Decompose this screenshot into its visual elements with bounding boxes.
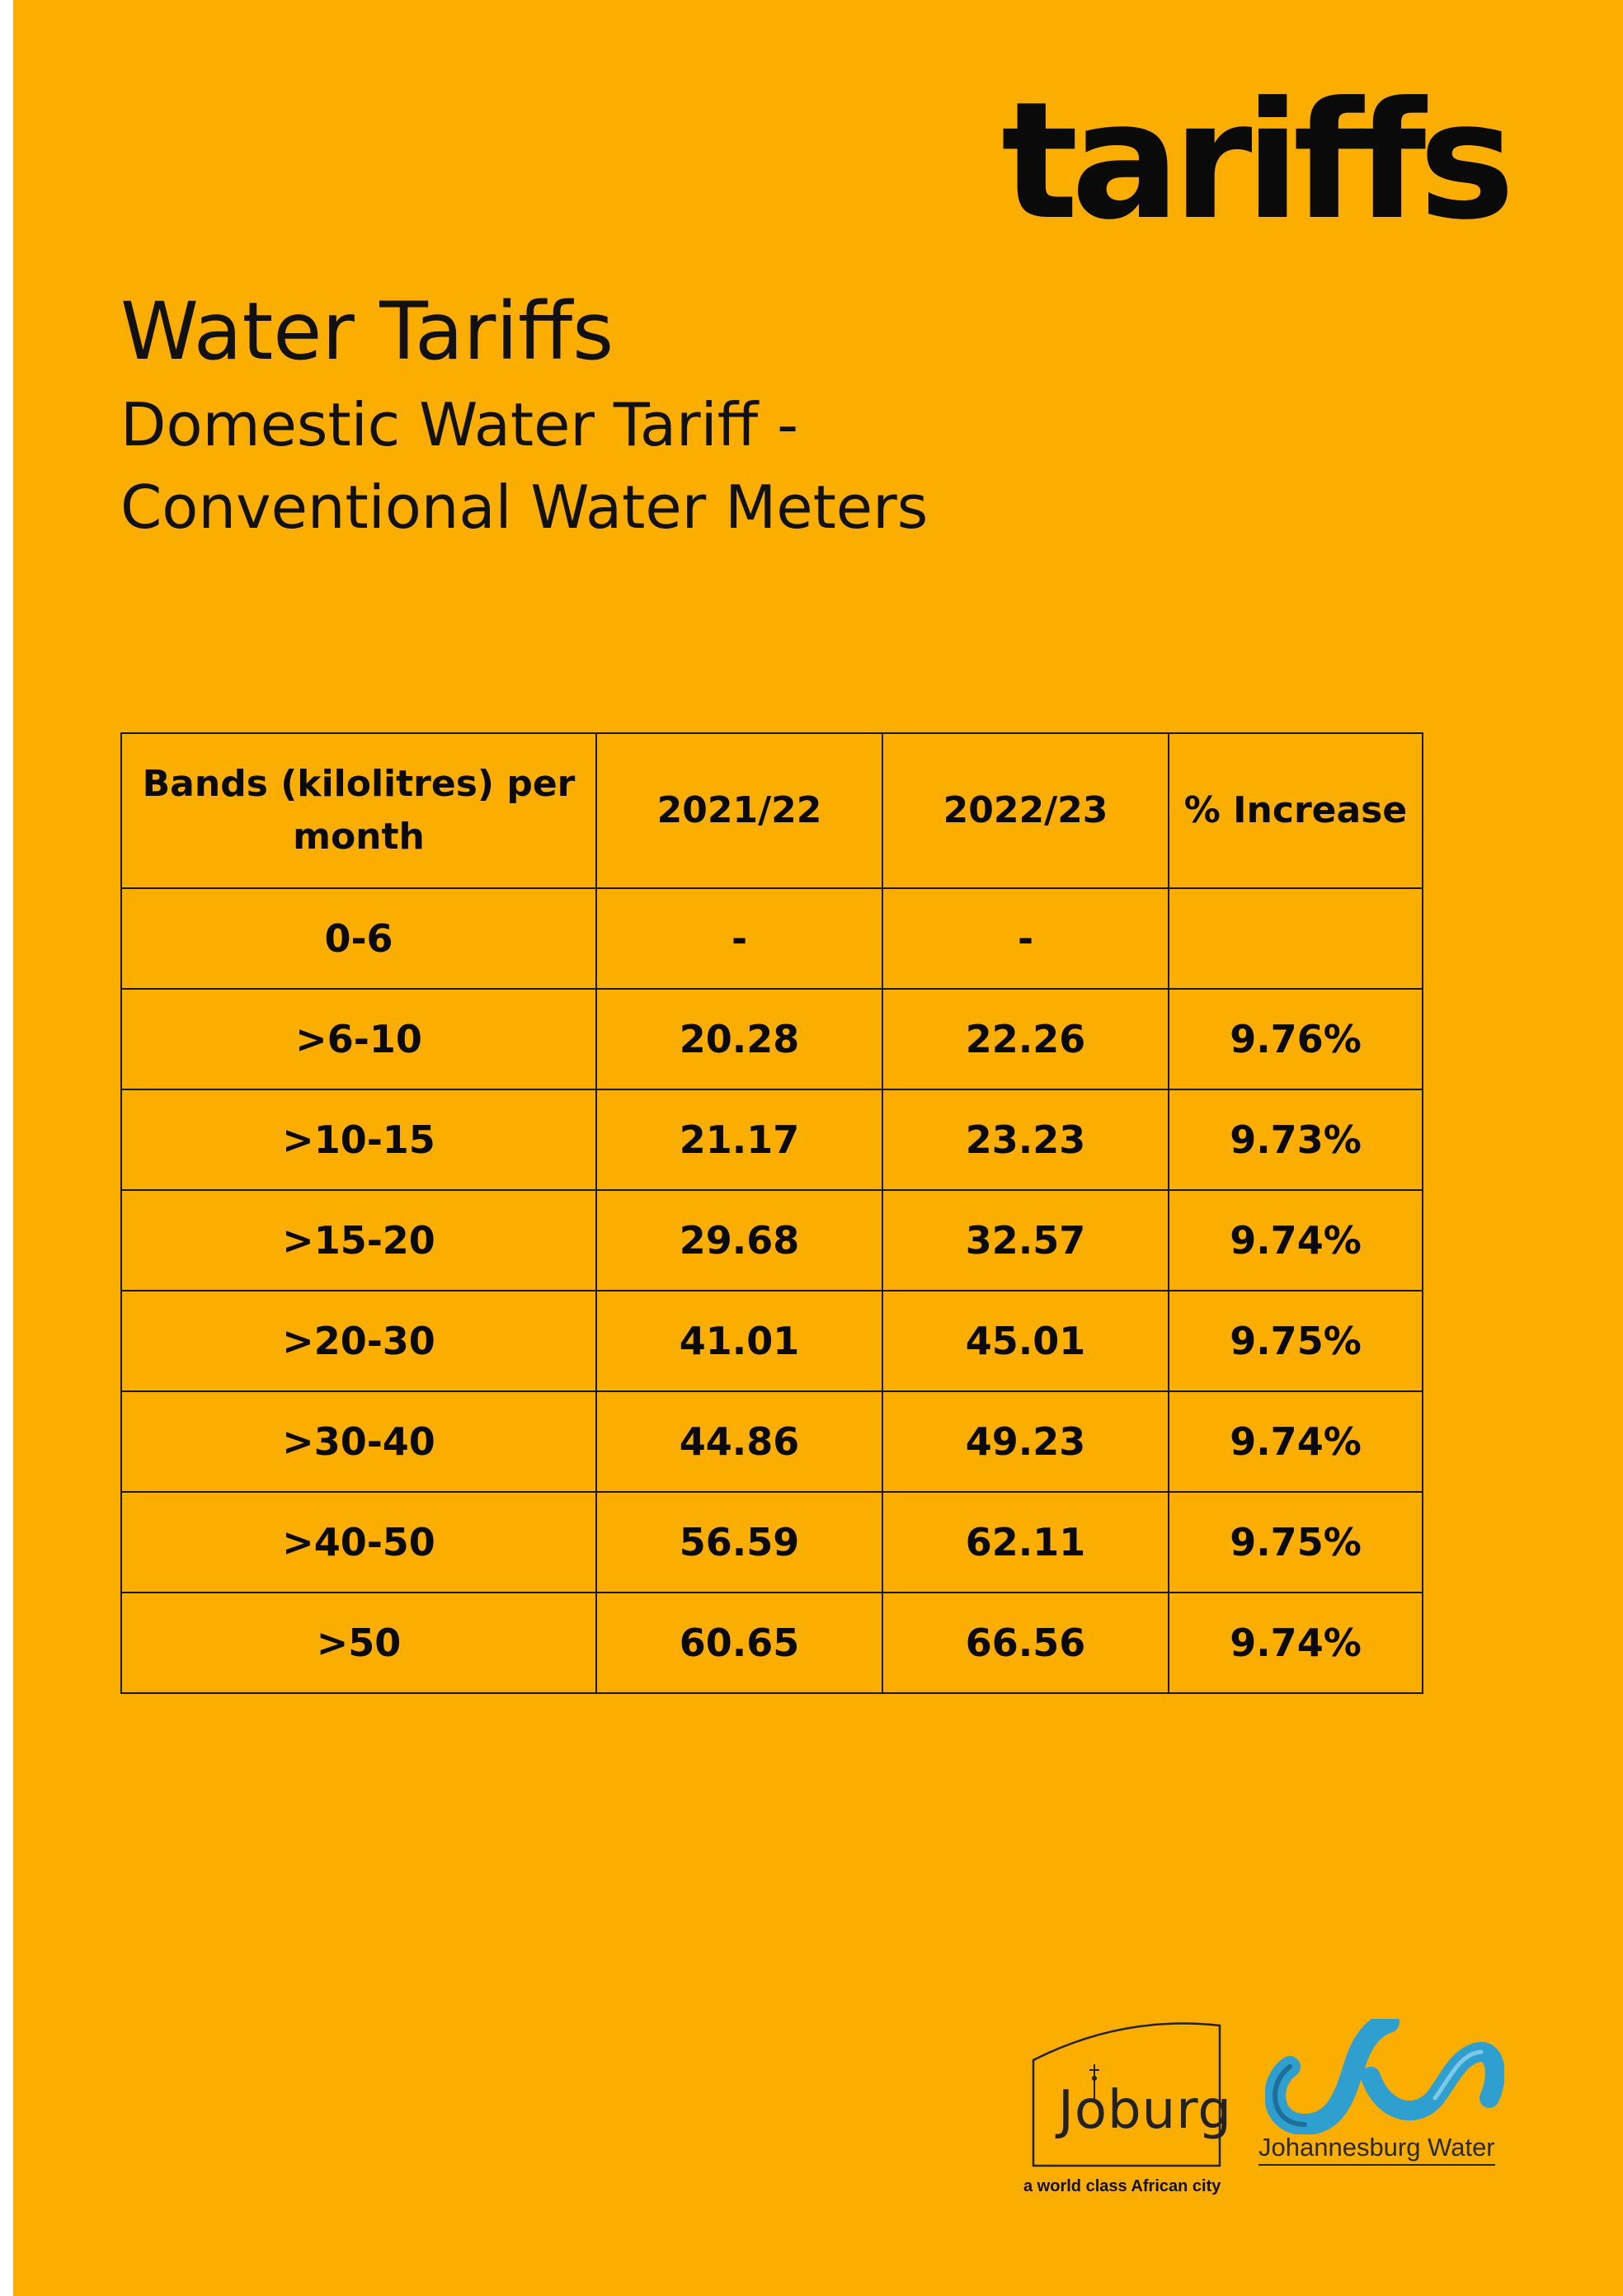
header-percent-increase: % Increase	[1169, 733, 1423, 888]
tariff-2021-22-cell: 56.59	[596, 1492, 882, 1593]
tariff-table	[120, 732, 1423, 1694]
page-subtitle	[120, 383, 1110, 548]
tariff-2021-22-cell: 21.17	[596, 1089, 882, 1190]
page-title: Water Tariffs	[120, 285, 614, 378]
tariff-2021-22-cell: -	[596, 888, 882, 989]
joburg-logo	[1023, 2019, 1238, 2200]
subtitle-line-2: Conventional Water Meters	[120, 473, 929, 542]
document-page	[13, 0, 1623, 2296]
table-row	[121, 1391, 1423, 1492]
band-cell: >50	[121, 1593, 596, 1693]
band-cell: >40-50	[121, 1492, 596, 1593]
increase-cell	[1169, 888, 1423, 989]
band-cell: >10-15	[121, 1089, 596, 1190]
tariff-2022-23-cell: 49.23	[882, 1391, 1169, 1492]
increase-cell: 9.74%	[1169, 1391, 1423, 1492]
increase-cell: 9.74%	[1169, 1190, 1423, 1291]
table-row	[121, 1492, 1423, 1593]
subtitle-line-1: Domestic Water Tariff -	[120, 390, 799, 459]
tariff-2022-23-cell: 66.56	[882, 1593, 1169, 1693]
tariff-2022-23-cell: -	[882, 888, 1169, 989]
band-cell: >30-40	[121, 1391, 596, 1492]
tariff-2021-22-cell: 41.01	[596, 1291, 882, 1391]
footer-logos	[1023, 2019, 1518, 2200]
table-row	[121, 1190, 1423, 1291]
tariff-2022-23-cell: 32.57	[882, 1190, 1169, 1291]
header-2022-23: 2022/23	[882, 733, 1169, 888]
header-2021-22: 2021/22	[596, 733, 882, 888]
increase-cell: 9.74%	[1169, 1593, 1423, 1693]
tariff-2022-23-cell: 62.11	[882, 1492, 1169, 1593]
header-bands: Bands (kilolitres) per month	[121, 733, 596, 888]
band-cell: >15-20	[121, 1190, 596, 1291]
hero-word: tariffs	[1000, 68, 1508, 256]
increase-cell: 9.75%	[1169, 1492, 1423, 1593]
tariff-2021-22-cell: 29.68	[596, 1190, 882, 1291]
joburg-wordmark: Joburg	[1058, 2080, 1233, 2141]
tariff-2022-23-cell: 23.23	[882, 1089, 1169, 1190]
johannesburg-water-logo	[1258, 2019, 1514, 2176]
joburg-tagline: a world class African city	[1023, 2177, 1221, 2195]
johannesburg-water-name: Johannesburg Water	[1258, 2133, 1495, 2166]
band-cell: >6-10	[121, 989, 596, 1089]
increase-cell: 9.73%	[1169, 1089, 1423, 1190]
band-cell: >20-30	[121, 1291, 596, 1391]
table-row	[121, 989, 1423, 1089]
increase-cell: 9.76%	[1169, 989, 1423, 1089]
tariff-2021-22-cell: 60.65	[596, 1593, 882, 1693]
increase-cell: 9.75%	[1169, 1291, 1423, 1391]
table-header-row	[121, 733, 1423, 888]
band-cell: 0-6	[121, 888, 596, 989]
water-wave-icon	[1265, 2019, 1504, 2134]
tariff-2022-23-cell: 22.26	[882, 989, 1169, 1089]
table-row	[121, 1593, 1423, 1693]
tariff-2021-22-cell: 44.86	[596, 1391, 882, 1492]
table-row	[121, 1291, 1423, 1391]
table-row	[121, 888, 1423, 989]
table-row	[121, 1089, 1423, 1190]
tariff-2021-22-cell: 20.28	[596, 989, 882, 1089]
tariff-2022-23-cell: 45.01	[882, 1291, 1169, 1391]
